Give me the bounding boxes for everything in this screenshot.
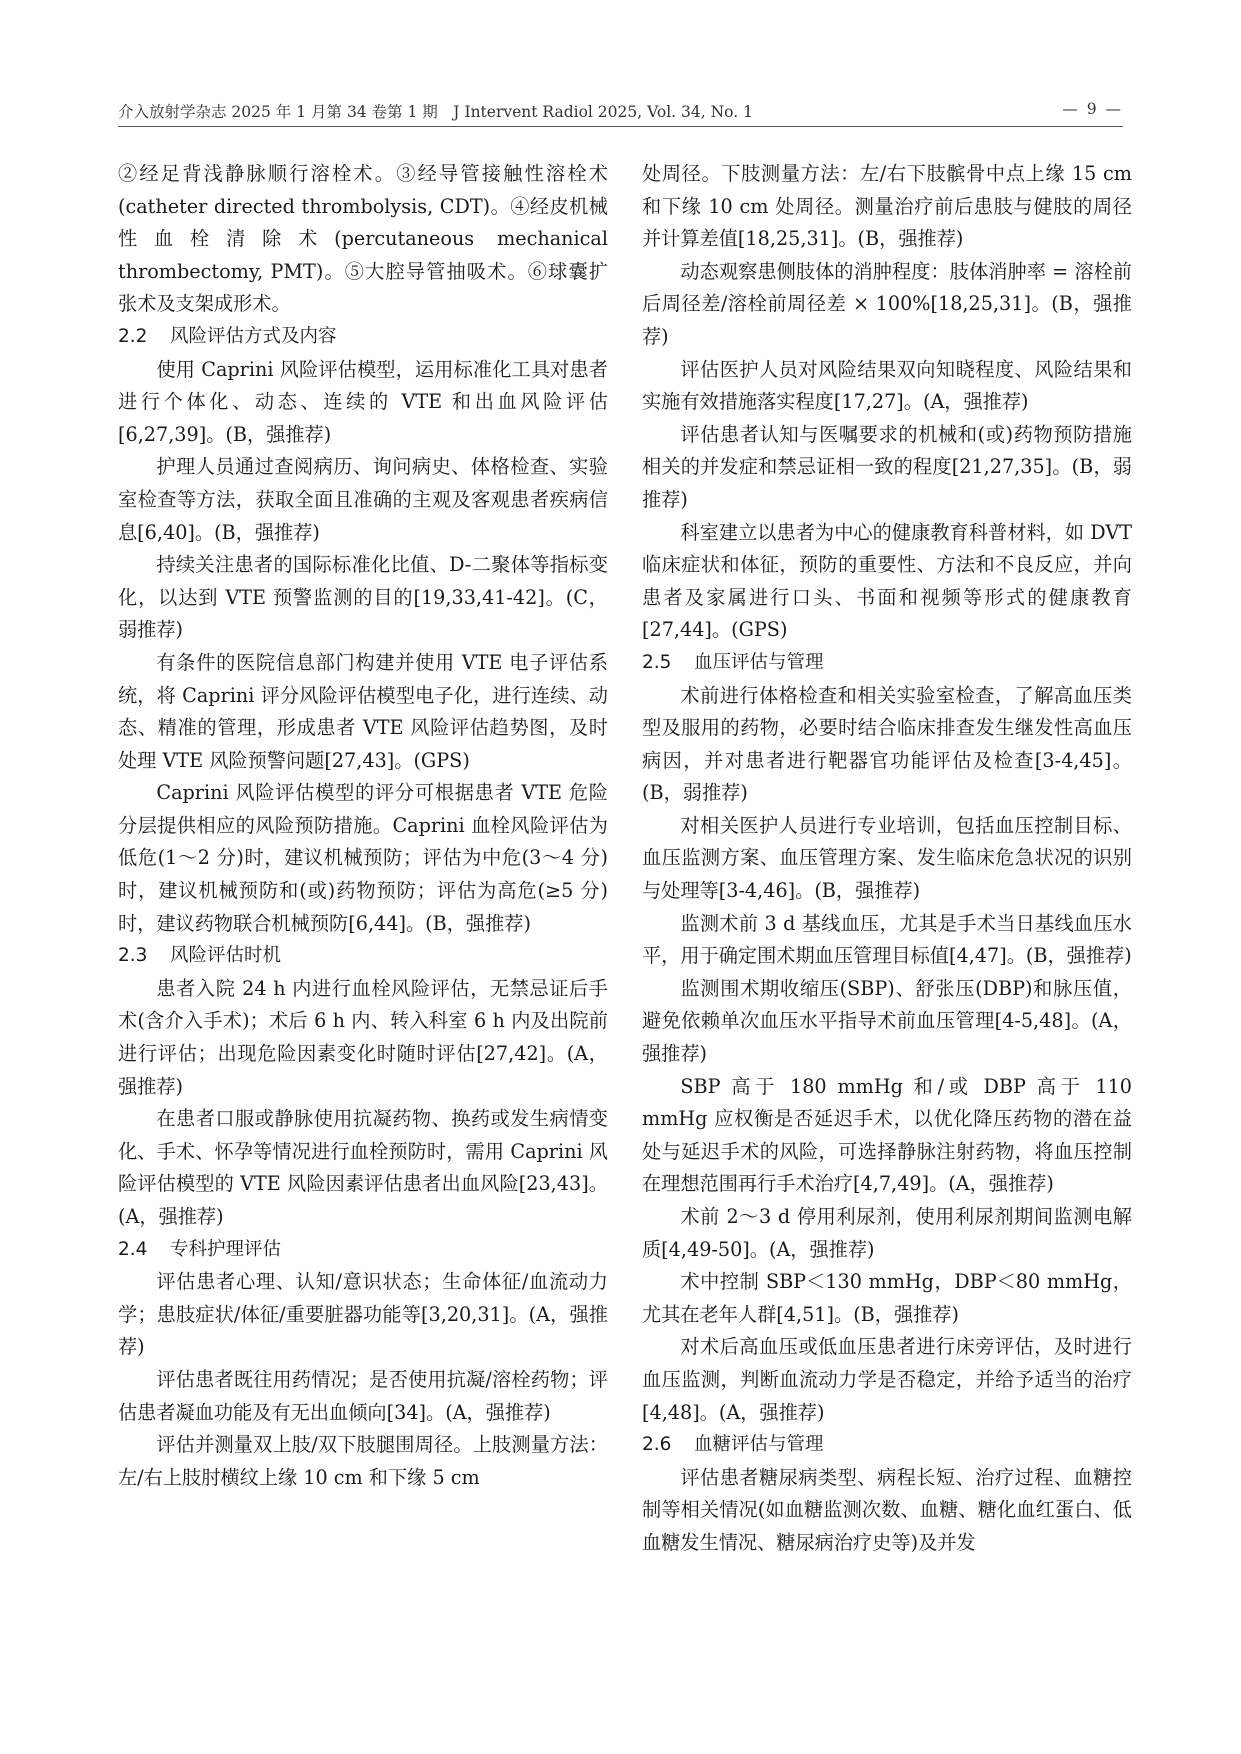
body-paragraph: 有条件的医院信息部门构建并使用 VTE 电子评估系统，将 Caprini 评分风险评估模型电子化，进行连续、动态、精准的管理，形成患者 VTE 风险评估趋势图，及时处理 VTE 风险预警问题[27,43]。(GPS) [118, 650, 608, 772]
section-heading [118, 321, 608, 354]
body-paragraph: 对术后高血压或低血压患者进行床旁评估，及时进行血压监测，判断血流动力学是否稳定，并给予适当的治疗[4,48]。(A，强推荐) [642, 1335, 1132, 1424]
body-paragraph: 监测围术期收缩压(SBP)、舒张压(DBP)和脉压值，避免依赖单次血压水平指导术前血压管理[4-5,48]。(A，强推荐) [642, 976, 1132, 1066]
body-paragraph: 术中控制 SBP＜130 mmHg，DBP＜80 mmHg，尤其在老年人群[4,51]。(B，强推荐) [642, 1270, 1132, 1326]
body-paragraph: 对相关医护人员进行专业培训，包括血压控制目标、血压监测方案、血压管理方案、发生临床危急状况的识别与处理等[3-4,46]。(B，强推荐) [642, 813, 1132, 903]
running-header [118, 100, 1123, 126]
section-number: 2.5 [642, 651, 672, 673]
body-paragraph: 术前进行体格检查和相关实验室检查，了解高血压类型及服用的药物，必要时结合临床排查发生继发性高血压病因，并对患者进行靶器官功能评估及检查[3-4,45]。(B，弱推荐) [642, 683, 1132, 805]
page-number: — 9 — [1062, 100, 1123, 118]
journal-citation: 介入放射学杂志 2025 年 1 月第 34 卷第 1 期 J Intervent Radiol 2025, Vol. 34, No. 1 [118, 103, 753, 121]
section-title: 血糖评估与管理 [694, 1434, 824, 1456]
body-paragraph: 使用 Caprini 风险评估模型，运用标准化工具对患者进行个体化、动态、连续的 VTE 和出血风险评估[6,27,39]。(B，强推荐) [118, 357, 608, 446]
body-paragraph: SBP 高于 180 mmHg 和/或 DBP 高于 110 mmHg 应权衡是否延迟手术，以优化降压药物的潜在益处与延迟手术的风险，可选择静脉注射药物，将血压控制在理想范围再行手术治疗[4,7,49]。(A，强推荐) [642, 1074, 1132, 1196]
section-number: 2.6 [642, 1434, 672, 1456]
body-paragraph: 评估患者既往用药情况；是否使用抗凝/溶栓药物；评估患者凝血功能及有无出血倾向[34]。(A，强推荐) [118, 1367, 608, 1424]
section-heading [642, 1429, 1132, 1462]
body-paragraph: 评估患者心理、认知/意识状态；生命体征/血流动力学；患肢症状/体征/重要脏器功能等[3,20,31]。(A，强推荐) [118, 1270, 608, 1359]
section-heading [118, 1234, 608, 1267]
section-title: 血压评估与管理 [694, 651, 824, 673]
body-paragraph: 在患者口服或静脉使用抗凝药物、换药或发生病情变化、手术、怀孕等情况进行血栓预防时，需用 Caprini 风险评估模型的 VTE 风险因素评估患者出血风险[23,43]。(A，强推荐) [118, 1107, 608, 1228]
section-heading [118, 940, 608, 973]
body-paragraph: 术前 2～3 d 停用利尿剂，使用利尿剂期间监测电解质[4,49-50]。(A，强推荐) [642, 1205, 1132, 1261]
body-paragraph: ②经足背浅静脉顺行溶栓术。③经导管接触性溶栓术(catheter directed thrombolysis, CDT)。④经皮机械性血栓清除术(percutaneous mechanical thrombectomy, PMT)。⑤大腔导管抽吸术。⑥球囊扩张术及支架成形术。 [118, 162, 608, 316]
body-paragraph: 评估并测量双上肢/双下肢腿围周径。上肢测量方法：左/右上肢肘横纹上缘 10 cm 和下缘 5 cm [118, 1433, 608, 1489]
body-paragraph: 动态观察患侧肢体的消肿程度：肢体消肿率 = 溶栓前后周径差/溶栓前周径差 × 100%[18,25,31]。(B，强推荐) [642, 259, 1132, 348]
section-number: 2.2 [118, 325, 148, 347]
body-paragraph: 患者入院 24 h 内进行血栓风险评估，无禁忌证后手术(含介入手术)；术后 6 h 内、转入科室 6 h 内及出院前进行评估；出现危险因素变化时随时评估[27,42]。(A，强推荐) [118, 976, 608, 1098]
body-paragraph: 处周径。下肢测量方法：左/右下肢髌骨中点上缘 15 cm 和下缘 10 cm 处周径。测量治疗前后患肢与健肢的周径并计算差值[18,25,31]。(B，强推荐) [642, 162, 1132, 251]
body-paragraph: 评估患者糖尿病类型、病程长短、治疗过程、血糖控制等相关情况(如血糖监测次数、血糖、糖化血红蛋白、低血糖发生情况、糖尿病治疗史等)及并发 [642, 1465, 1132, 1554]
section-number: 2.3 [118, 945, 148, 967]
section-number: 2.4 [118, 1238, 148, 1260]
section-title: 专科护理评估 [170, 1238, 282, 1260]
section-title: 风险评估时机 [170, 945, 282, 967]
right-column [642, 158, 1132, 1560]
body-paragraph: 护理人员通过查阅病历、询问病史、体格检查、实验室检查等方法，获取全面且准确的主观及客观患者疾病信息[6,40]。(B，强推荐) [118, 455, 608, 544]
header-divider [118, 126, 1123, 127]
body-paragraph: 科室建立以患者为中心的健康教育科普材料，如 DVT 临床症状和体征，预防的重要性、方法和不良反应，并向患者及家属进行口头、书面和视频等形式的健康教育[27,44]。(GPS) [642, 520, 1132, 642]
section-title: 风险评估方式及内容 [170, 325, 337, 347]
body-paragraph: Caprini 风险评估模型的评分可根据患者 VTE 危险分层提供相应的风险预防措施。Caprini 血栓风险评估为低危(1～2 分)时，建议机械预防；评估为中危(3～4 分)时，建议机械预防和(或)药物预防；评估为高危(≥5 分)时，建议药物联合机械预防[6,44]。(B，强推荐) [118, 781, 608, 935]
left-column [118, 158, 608, 1494]
body-paragraph: 持续关注患者的国际标准化比值、D-二聚体等指标变化，以达到 VTE 预警监测的目的[19,33,41-42]。(C，弱推荐) [118, 553, 608, 642]
body-paragraph: 评估患者认知与医嘱要求的机械和(或)药物预防措施相关的并发症和禁忌证相一致的程度[21,27,35]。(B，弱推荐) [642, 422, 1132, 511]
body-paragraph: 监测术前 3 d 基线血压，尤其是手术当日基线血压水平，用于确定围术期血压管理目标值[4,47]。(B，强推荐) [642, 911, 1132, 968]
section-heading [642, 647, 1132, 680]
body-paragraph: 评估医护人员对风险结果双向知晓程度、风险结果和实施有效措施落实程度[17,27]。(A，强推荐) [642, 357, 1132, 414]
